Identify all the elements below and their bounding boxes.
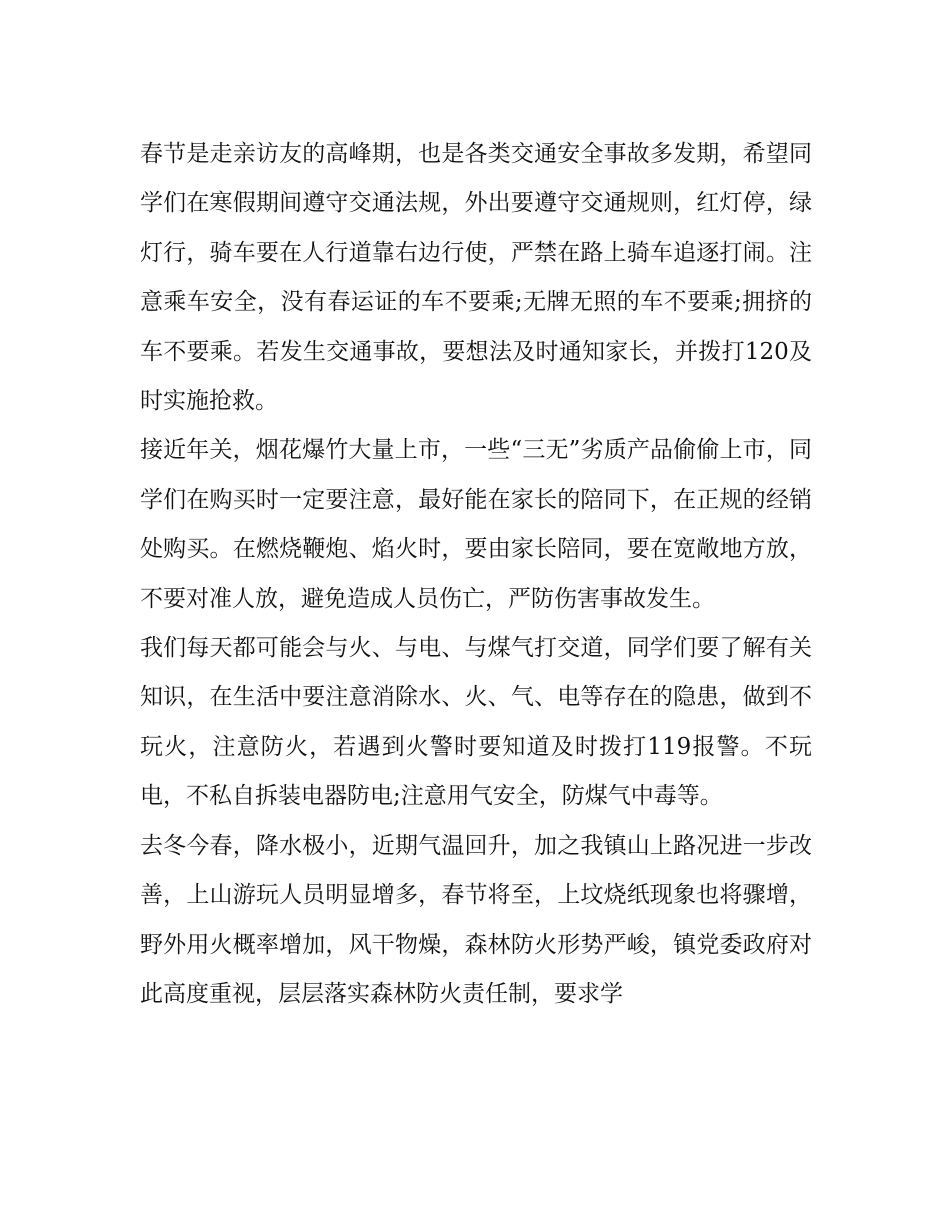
document-body bbox=[140, 130, 812, 1019]
paragraph-forest-fire-prevention: 去冬今春，降水极小，近期气温回升，加之我镇山上路况进一步改善，上山游玩人员明显增多，春节将至，上坟烧纸现象也将骤增，野外用火概率增加，风干物燥，森林防火形势严峻，镇党委政府对此高度重视，层层落实森林防火责任制，要求学 bbox=[140, 832, 812, 1007]
paragraph-fire-electric-gas-safety: 我们每天都可能会与火、与电、与煤气打交道，同学们要了解有关知识，在生活中要注意消除水、火、气、电等存在的隐患，做到不玩火，注意防火，若遇到火警时要知道及时拨打119报警。不玩电，不私自拆装电器防电;注意用气安全，防煤气中毒等。 bbox=[140, 635, 812, 810]
paragraph-fireworks-safety: 接近年关，烟花爆竹大量上市，一些“三无”劣质产品偷偷上市，同学们在购买时一定要注意，最好能在家长的陪同下，在正规的经销处购买。在燃烧鞭炮、焰火时，要由家长陪同，要在宽敞地方放，不要对准人放，避免造成人员伤亡，严防伤害事故发生。 bbox=[140, 437, 812, 612]
paragraph-traffic-safety: 春节是走亲访友的高峰期，也是各类交通安全事故多发期，希望同学们在寒假期间遵守交通法规，外出要遵守交通规则，红灯停，绿灯行，骑车要在人行道靠右边行使，严禁在路上骑车追逐打闹。注意乘车安全，没有春运证的车不要乘;无牌无照的车不要乘;拥挤的车不要乘。若发生交通事故，要想法及时通知家长，并拨打120及时实施抢救。 bbox=[140, 141, 812, 415]
